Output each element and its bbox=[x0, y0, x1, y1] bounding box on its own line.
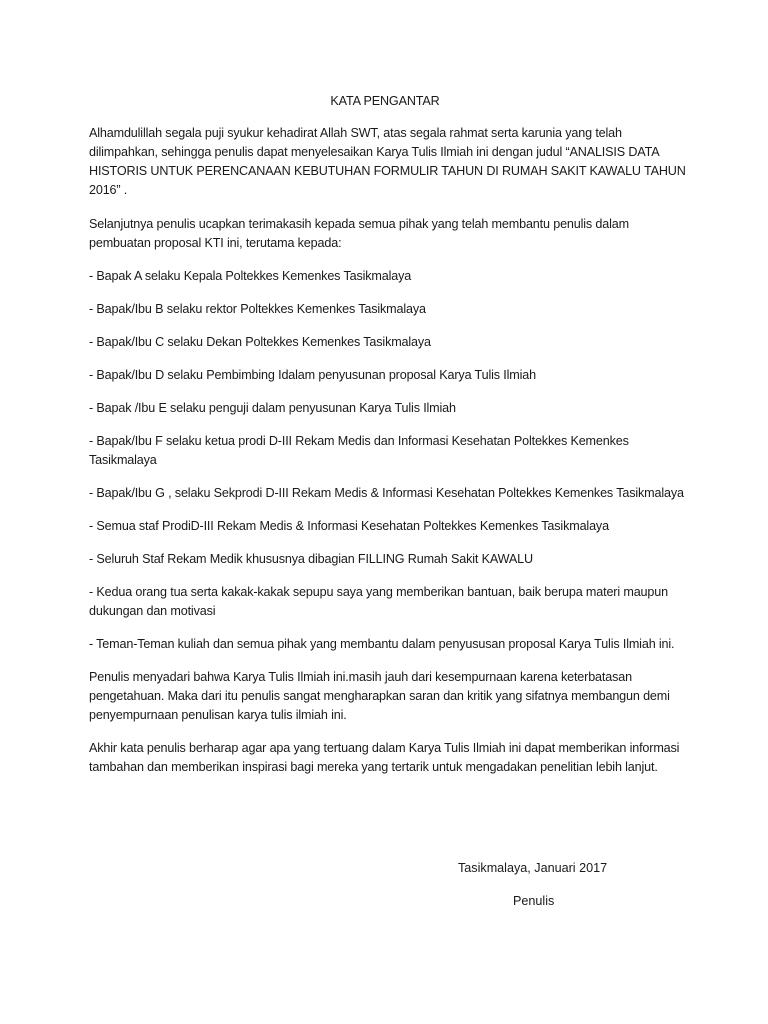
list-item: - Bapak /Ibu E selaku penguji dalam penyusunan Karya Tulis Ilmiah bbox=[89, 401, 456, 415]
list-item: - Bapak/Ibu G , selaku Sekprodi D-III Rekam Medis & Informasi Kesehatan Poltekkes Kemenkes Tasikmalaya bbox=[89, 486, 684, 500]
signature-name: Penulis bbox=[513, 894, 555, 908]
list-item: - Seluruh Staf Rekam Medik khususnya dibagian FILLING Rumah Sakit KAWALU bbox=[89, 552, 533, 566]
list-item: - Semua staf ProdiD-III Rekam Medis & Informasi Kesehatan Poltekkes Kemenkes Tasikmalaya bbox=[89, 519, 609, 533]
place-date: Tasikmalaya, Januari 2017 bbox=[458, 861, 608, 875]
list-item: - Bapak/Ibu F selaku ketua prodi D-III Rekam Medis dan Informasi Kesehatan Poltekkes Kemenkes Tasikmalaya bbox=[89, 434, 629, 467]
list-item: - Kedua orang tua serta kakak-kakak sepupu saya yang memberikan bantuan, baik berupa materi maupun dukungan dan motivasi bbox=[89, 585, 668, 618]
thanks-intro-paragraph: Selanjutnya penulis ucapkan terimakasih kepada semua pihak yang telah membantu penulis dalam pembuatan proposal KTI ini, terutama kepada: bbox=[89, 217, 629, 250]
intro-paragraph: Alhamdulillah segala puji syukur kehadirat Allah SWT, atas segala rahmat serta karunia yang telah dilimpahkan, sehingga penulis dapat menyelesaikan Karya Tulis Ilmiah ini dengan judul “ANALISIS DATA HISTORIS UNTUK PERENCANAAN KEBUTUHAN FORMULIR TAHUN DI RUMAH SAKIT KAWALU TAHUN 2016” . bbox=[89, 126, 686, 197]
list-item: - Bapak/Ibu C selaku Dekan Poltekkes Kemenkes Tasikmalaya bbox=[89, 335, 431, 349]
document-title: KATA PENGANTAR bbox=[330, 94, 440, 108]
document-body bbox=[89, 92, 689, 791]
list-item: - Teman-Teman kuliah dan semua pihak yang membantu dalam penyususan proposal Karya Tulis Ilmiah ini. bbox=[89, 637, 675, 651]
list-item: - Bapak A selaku Kepala Poltekkes Kemenkes Tasikmalaya bbox=[89, 269, 412, 283]
closing-paragraph-1: Penulis menyadari bahwa Karya Tulis Ilmiah ini.masih jauh dari kesempurnaan karena keterbatasan pengetahuan. Maka dari itu penulis sangat mengharapkan saran dan kritik yang sifatnya membangun demi penyempurnaan penulisan karya tulis ilmiah ini. bbox=[89, 670, 670, 722]
list-item: - Bapak/Ibu B selaku rektor Poltekkes Kemenkes Tasikmalaya bbox=[89, 302, 426, 316]
list-item: - Bapak/Ibu D selaku Pembimbing Idalam penyusunan proposal Karya Tulis Ilmiah bbox=[89, 368, 536, 382]
thanks-list bbox=[89, 267, 689, 654]
closing-paragraph-2: Akhir kata penulis berharap agar apa yang tertuang dalam Karya Tulis Ilmiah ini dapat memberikan informasi tambahan dan memberikan inspirasi bagi mereka yang tertarik untuk mengadakan penelitian lebih lanjut. bbox=[89, 741, 680, 774]
